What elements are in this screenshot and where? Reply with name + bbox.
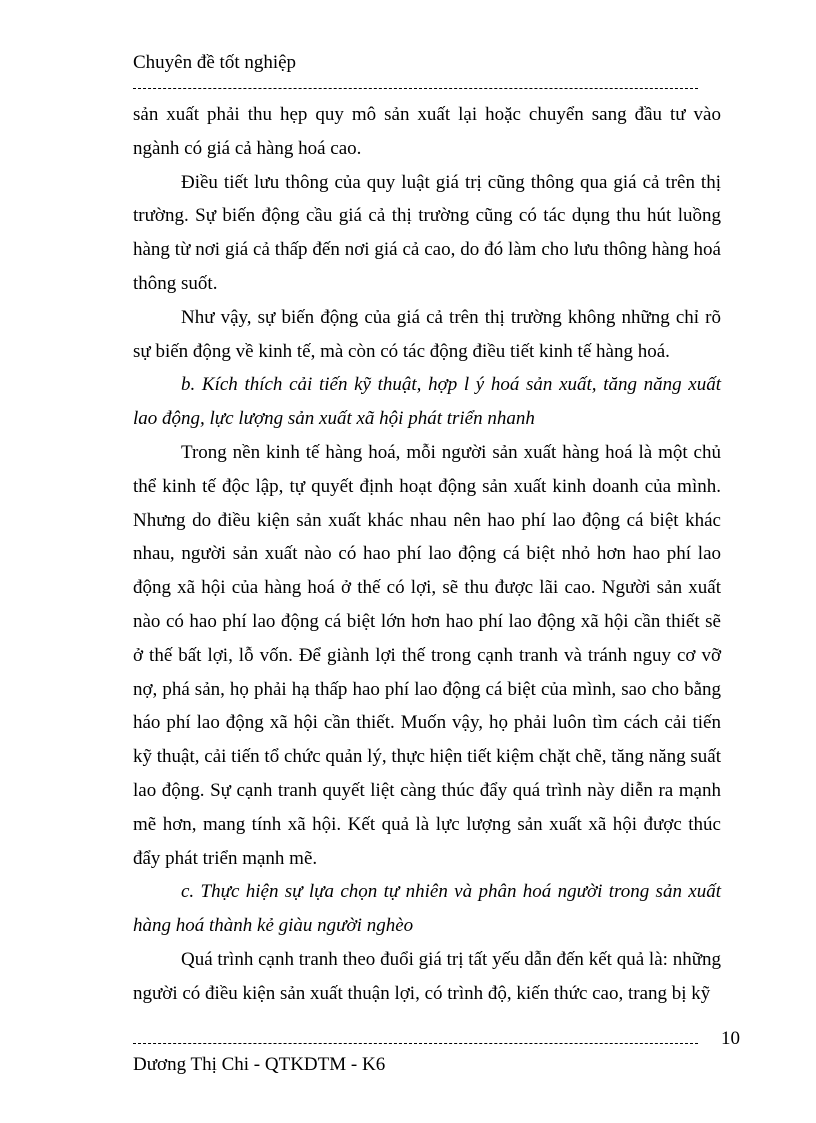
- paragraph-summary: Như vậy, sự biến động của giá cả trên thị trường không những chỉ rõ sự biến động về kinh tế, mà còn có tác động điều tiết kinh tế hàng hoá.: [133, 306, 721, 362]
- paragraph-competition: Trong nền kinh tế hàng hoá, mỗi người sản xuất hàng hoá là một chủ thể kinh tế độc lập, tự quyết định hoạt động sản xuất kinh doanh của mình. Nhưng do điều kiện sản xuất khác nhau nên hao phí lao động cá biệt khác nhau, người sản xuất nào có hao phí lao động cá biệt nhỏ hơn hao phí lao động xã hội của hàng hoá ở thế có lợi, sẽ thu được lãi cao. Người sản xuất nào có hao phí lao động cá biệt lớn hơn hao phí lao động xã hội cần thiết sẽ ở thế bất lợi, lỗ vốn. Để giành lợi thế trong cạnh tranh và tránh nguy cơ vỡ nợ, phá sản, họ phải hạ thấp hao phí lao động cá biệt của mình, sao cho bằng háo phí lao động xã hội cần thiết. Muốn vậy, họ phải luôn tìm cách cải tiến kỹ thuật, cải tiến tổ chức quản lý, thực hiện tiết kiệm chặt chẽ, tăng năng suất lao động. Sự cạnh tranh quyết liệt càng thúc đẩy quá trình này diễn ra mạnh mẽ hơn, mang tính xã hội. Kết quả là lực lượng sản xuất xã hội được thúc đẩy phát triển mạnh mẽ.: [133, 441, 721, 869]
- page-header-title: Chuyên đề tốt nghiệp: [133, 52, 297, 73]
- paragraph-continuation: sản xuất phải thu hẹp quy mô sản xuất lại hoặc chuyển sang đầu tư vào ngành có giá cả hàng hoá cao.: [133, 104, 721, 159]
- section-heading-b: b. Kích thích cải tiến kỹ thuật, hợp l ý hoá sản xuất, tăng năng xuất lao động, lực lượng sản xuất xã hội phát triển nhanh: [133, 374, 721, 430]
- header-divider: [133, 88, 698, 89]
- section-heading-c: c. Thực hiện sự lựa chọn tự nhiên và phân hoá người trong sản xuất hàng hoá thành kẻ giàu người nghèo: [133, 881, 721, 937]
- footer-divider: [133, 1043, 698, 1044]
- page-number: 10: [721, 1028, 740, 1049]
- paragraph-process: Quá trình cạnh tranh theo đuổi giá trị tất yếu dẫn đến kết quả là: những người có điều kiện sản xuất thuận lợi, có trình độ, kiến thức cao, trang bị kỹ: [133, 948, 721, 1004]
- paragraph-circulation: Điều tiết lưu thông của quy luật giá trị cũng thông qua giá cả trên thị trường. Sự biến động cầu giá cả thị trường cũng có tác dụng thu hút luồng hàng từ nơi giá cả thấp đến nơi giá cả cao, do đó làm cho lưu thông hàng hoá thông suốt.: [133, 171, 721, 294]
- footer-author: Dương Thị Chi - QTKDTM - K6: [133, 1054, 386, 1075]
- document-body: [133, 98, 721, 1011]
